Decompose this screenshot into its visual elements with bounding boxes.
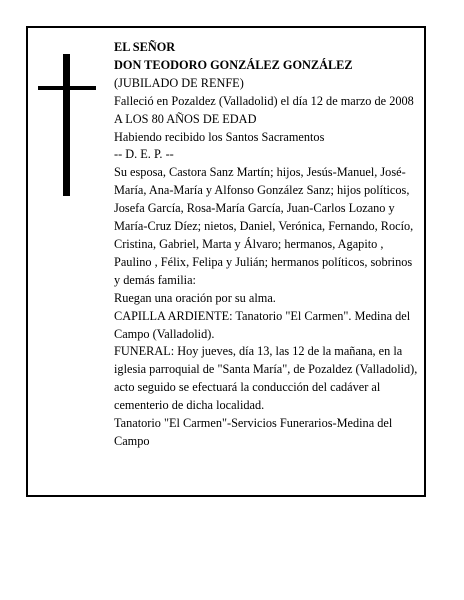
cross-vertical-bar	[63, 54, 70, 196]
funeral-home: Tanatorio "El Carmen"-Servicios Funerarios-Medina del Campo	[114, 416, 393, 448]
deceased-name: DON TEODORO GONZÁLEZ GONZÁLEZ	[114, 57, 353, 72]
age-line: A LOS 80 AÑOS DE EDAD	[114, 111, 257, 126]
rip-line: -- D. E. P. --	[114, 147, 174, 162]
funeral-info: FUNERAL: Hoy jueves, día 13, las 12 de la mañana, en la iglesia parroquial de "Santa María", de Pozaldez (Valladolid), acto seguido se efectuará la conducción del cadáver al cementerio de dicha localidad.	[114, 344, 418, 413]
cross-icon	[38, 54, 96, 196]
prayer-request: Ruegan una oración por su alma.	[114, 290, 276, 305]
sacraments-line: Habiendo recibido los Santos Sacramentos	[114, 129, 325, 144]
chapel-info: CAPILLA ARDIENTE: Tanatorio "El Carmen". Medina del Campo (Valladolid).	[114, 308, 411, 341]
occupation-line: (JUBILADO DE RENFE)	[114, 75, 244, 90]
cross-horizontal-bar	[38, 86, 96, 90]
notice-title-line1: EL SEÑOR	[114, 40, 176, 54]
obituary-text	[114, 39, 420, 451]
family-list: Su esposa, Castora Sanz Martín; hijos, Jesús-Manuel, José-María, Ana-María y Alfonso González Sanz; hijos políticos, Josefa García, Rosa-María García, Juan-Carlos Lozano y María-Cruz Díez; nietos, Daniel, Verónica, Fernando, Rocío, Cristina, Gabriel, Marta y Álvaro; hermanos, Agapito , Paulino , Félix, Felipa y Julián; hermanos políticos, sobrinos y demás familia:	[114, 165, 414, 287]
death-info: Falleció en Pozaldez (Valladolid) el día 12 de marzo de 2008	[114, 93, 414, 108]
